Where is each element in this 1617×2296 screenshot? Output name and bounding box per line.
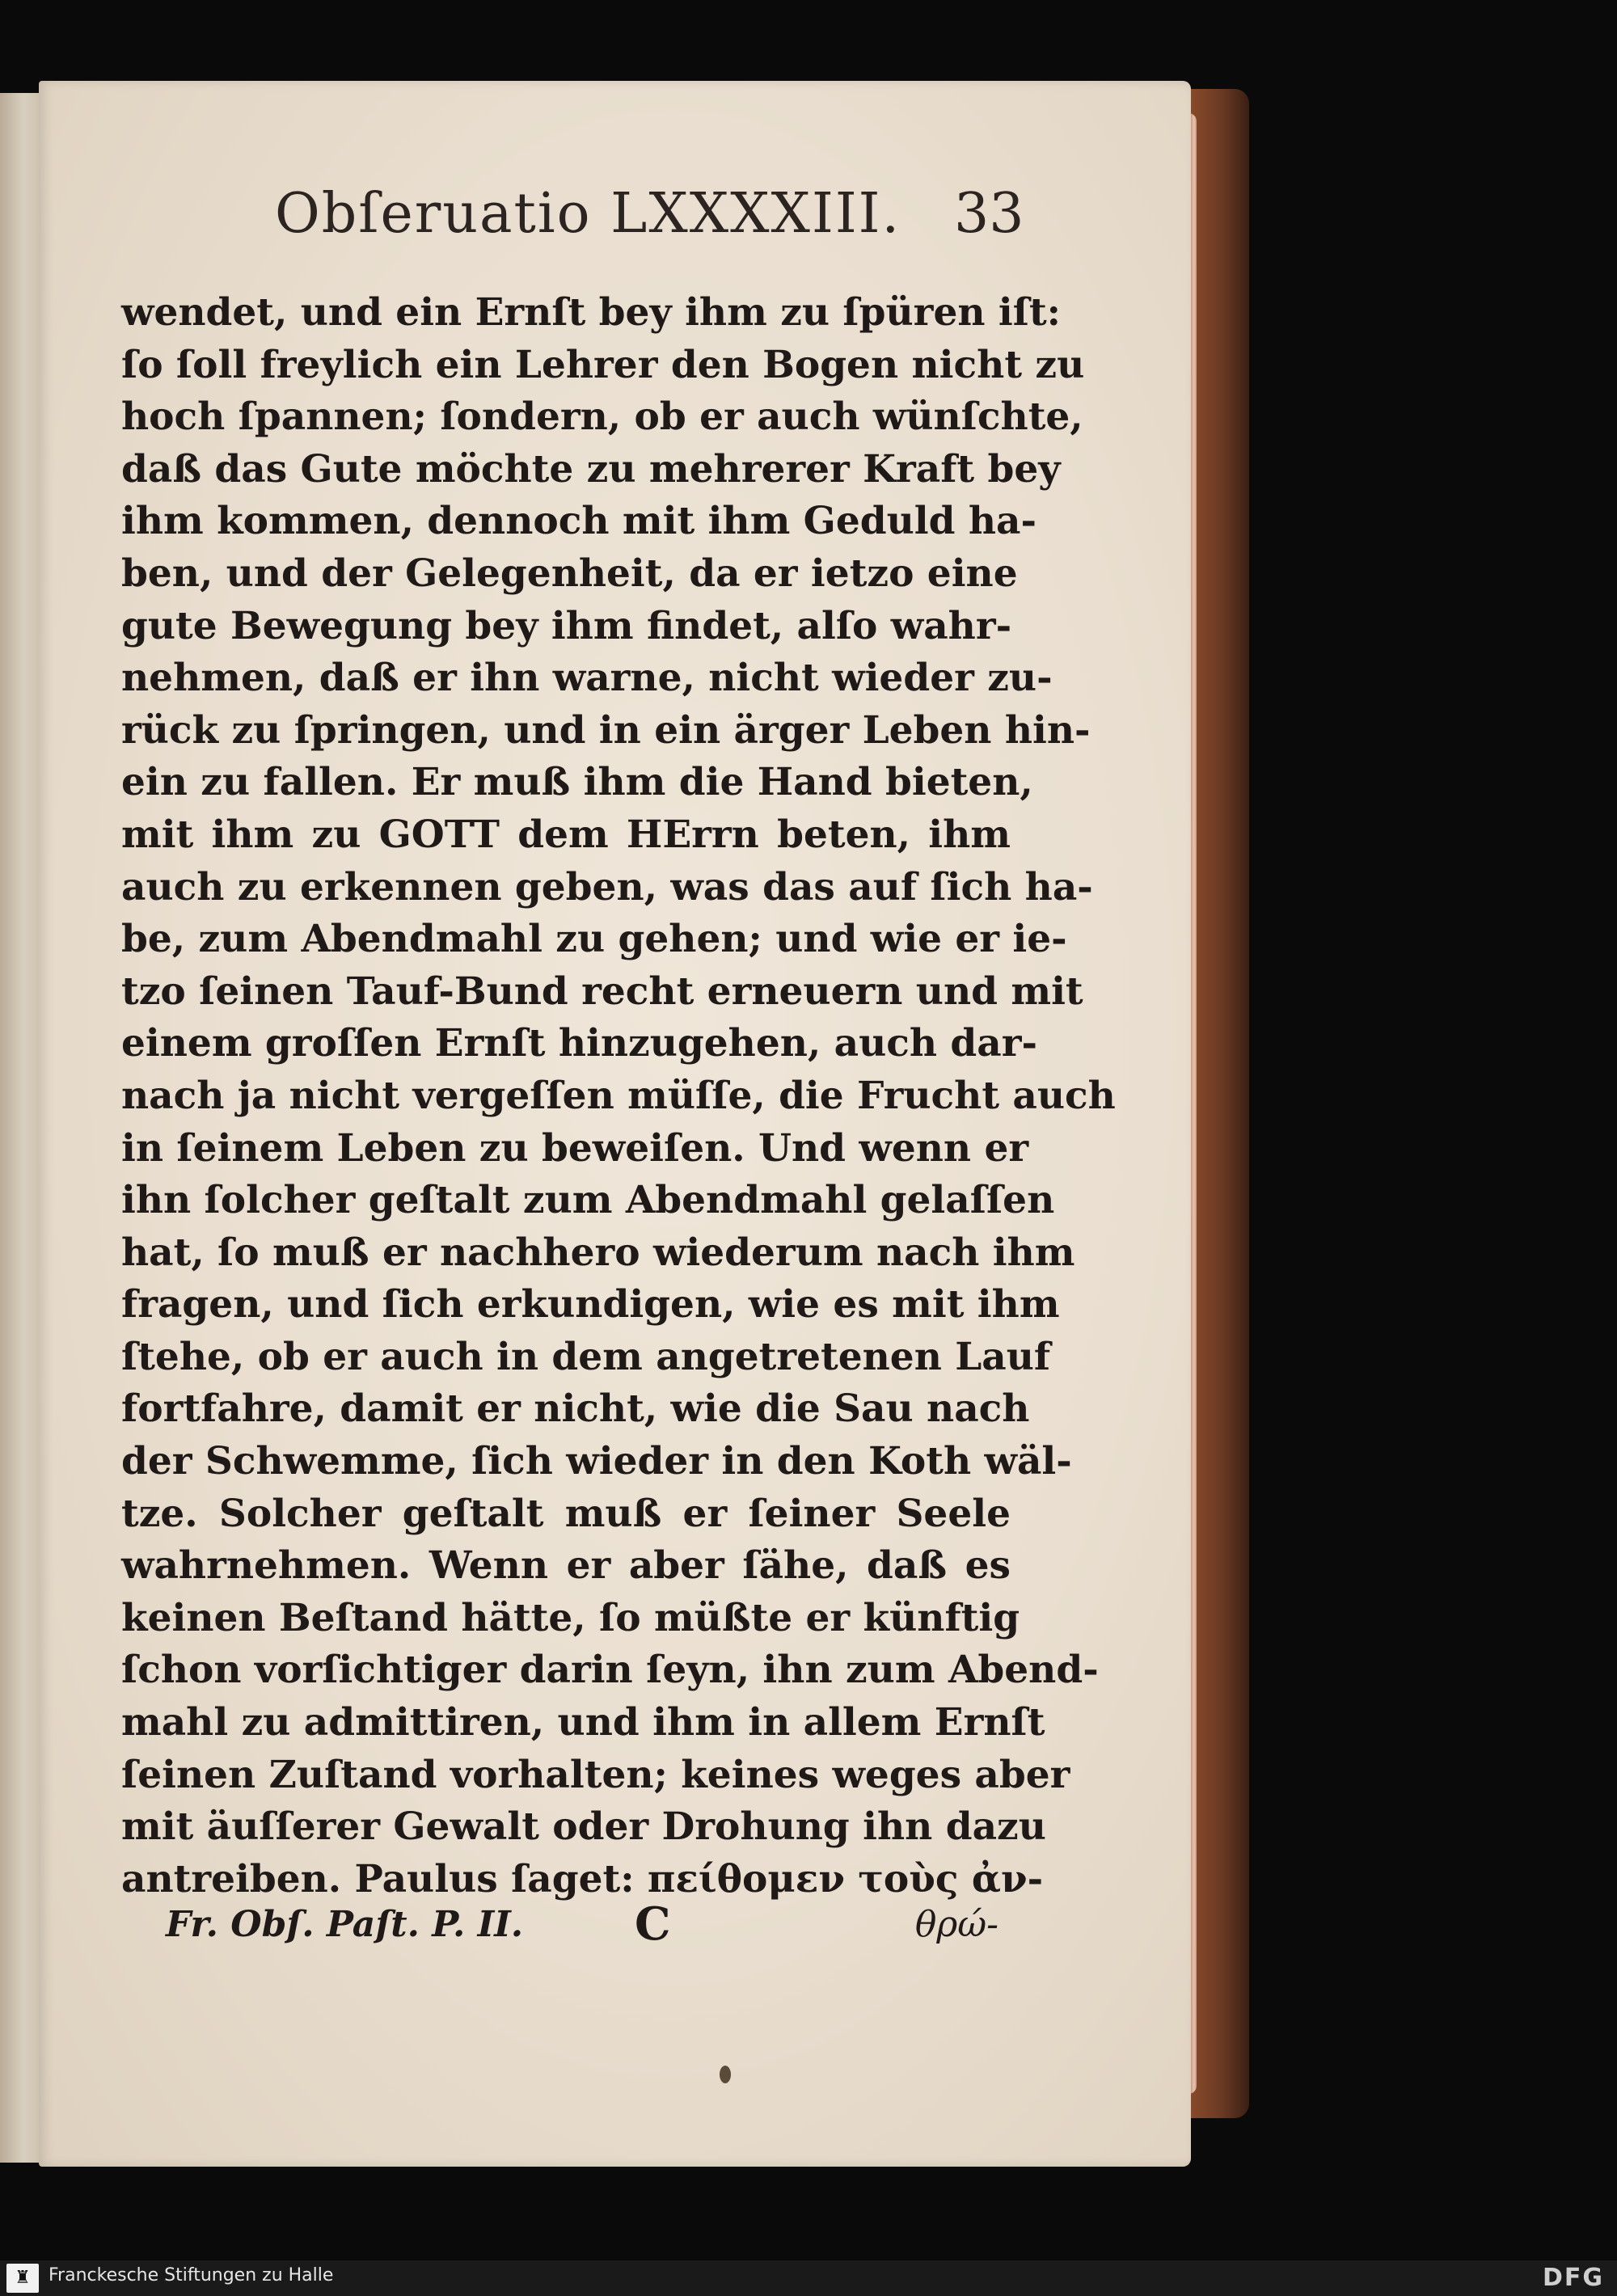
text-line: be, zum Abendmahl zu gehen; und wie er ie- [121,917,1067,962]
text-line: antreiben. Paulus ſaget: πείθομεν τοὺς ἀν- [121,1856,1044,1901]
text-line: in ſeinem Leben zu beweiſen. Und wenn er [121,1125,1029,1171]
text-line: ſtehe, ob er auch in dem angetretenen Lauf [121,1334,1051,1379]
text-line: ſchon vorſichtiger darin ſeyn, ihn zum Abend- [121,1648,1099,1693]
text-line: ein zu fallen. Er muß ihm die Hand bieten, [121,760,1033,805]
text-line: ihm kommen, dennoch mit ihm Geduld ha- [121,499,1036,544]
text-line: auch zu erkennen geben, was das auf ſich ha- [121,864,1093,910]
viewer-footer-bar [0,2260,1617,2296]
text-line: wendet, und ein Ernſt bey ihm zu ſpüren iſt: [121,290,1062,335]
running-title: Obſeruatio LXXXXIII. [275,182,901,246]
catchword: θρώ- [914,1904,998,1945]
dfg-logo: DFG [1542,2264,1604,2292]
text-line: einem groſſen Ernſt hinzugehen, auch dar- [121,1021,1037,1066]
text-line: mit äuſſerer Gewalt oder Drohung ihn dazu [121,1804,1046,1850]
running-header [275,182,1024,255]
paper-blemish [720,2066,731,2083]
signature-mark: C [635,1897,671,1951]
text-line: rück zu ſpringen, und in ein ärger Leben hin- [121,707,1091,753]
text-line: fragen, und ſich erkundigen, wie es mit ihm [121,1282,1060,1327]
facing-page-edge [0,93,39,2163]
text-line: ſeinen Zuſtand vorhalten; keines weges aber [121,1752,1070,1797]
institution-name: Franckesche Stiftungen zu Halle [49,2265,334,2285]
page-number: 33 [954,182,1024,246]
text-line: ben, und der Gelegenheit, da er ietzo eine [121,551,1018,596]
body-text [121,287,1116,1906]
text-line: tze. Solcher geſtalt muß er ſeiner Seele [121,1491,1011,1536]
text-line: nach ja nicht vergeſſen müſſe, die Frucht auch [121,1073,1116,1118]
text-line: keinen Beſtand hätte, ſo müßte er künftig [121,1595,1020,1640]
text-line: gute Bewegung bey ihm findet, alſo wahr- [121,603,1012,648]
text-line: ihn ſolcher geſtalt zum Abendmahl gelaſſen [121,1178,1055,1223]
text-line: mit ihm zu GOTT dem HErrn beten, ihm [121,812,1011,857]
text-line: nehmen, daß er ihn warne, nicht wieder zu- [121,656,1053,701]
signature-line: Fr. Obſ. Paſt. P. II. [166,1904,524,1945]
text-line: wahrnehmen. Wenn er aber ſähe, daß es [121,1543,1011,1589]
text-line: mahl zu admittiren, und ihm in allem Ernſt [121,1700,1045,1745]
page-footer [166,1897,998,1960]
text-line: hoch ſpannen; ſondern, ob er auch wünſchte, [121,395,1083,440]
text-line: der Schwemme, ſich wieder in den Koth wäl- [121,1439,1072,1484]
text-line: tzo ſeinen Tauf-Bund recht erneuern und mit [121,969,1083,1014]
text-line: hat, ſo muß er nachhero wiederum nach ihm [121,1230,1075,1275]
text-line: ſo ſoll freylich ein Lehrer den Bogen nicht zu [121,342,1085,387]
text-line: daß das Gute möchte zu mehrerer Kraft bey [121,446,1061,492]
text-line: fortfahre, damit er nicht, wie die Sau nach [121,1386,1030,1432]
institution-logo-icon: ♜ [6,2264,39,2293]
